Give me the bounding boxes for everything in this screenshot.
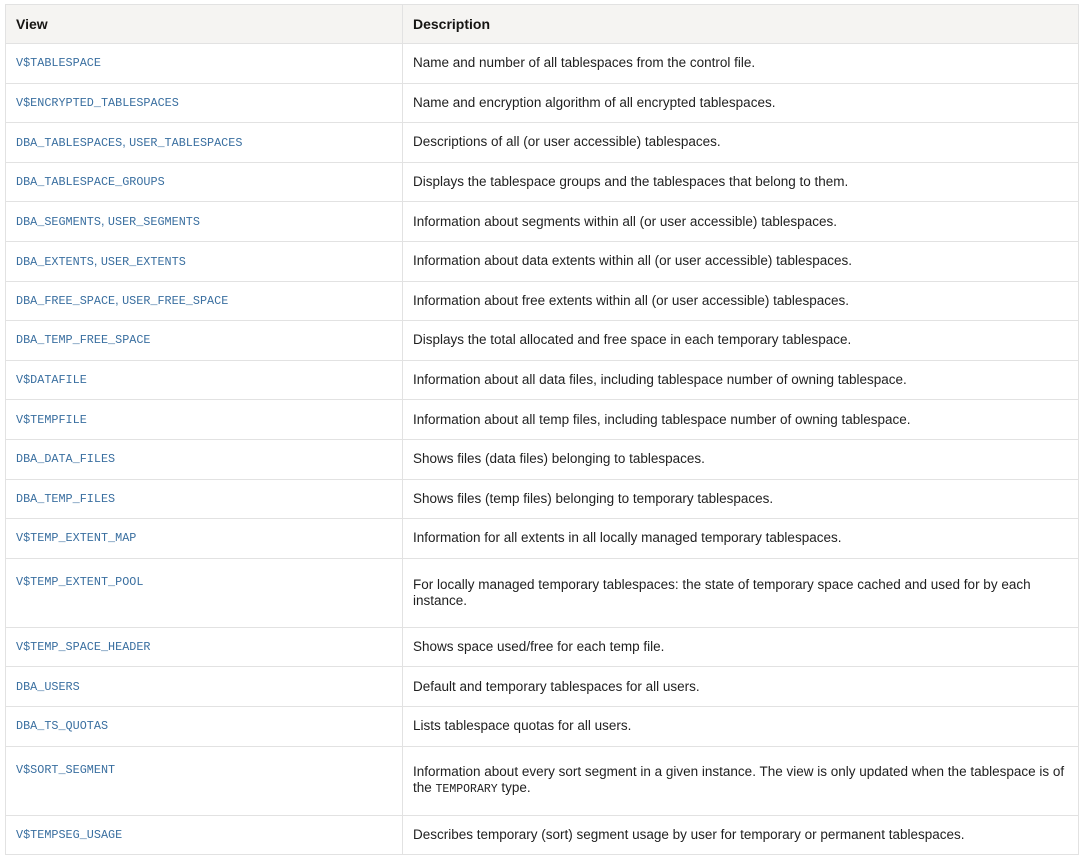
view-name-link[interactable]: DBA_EXTENTS	[16, 254, 94, 269]
view-cell	[6, 241, 403, 281]
description-column-header: Description	[403, 5, 1079, 44]
table-row	[6, 44, 1079, 84]
description-text: type.	[497, 779, 531, 795]
view-cell	[6, 479, 403, 519]
view-name-link[interactable]: USER_FREE_SPACE	[122, 294, 229, 309]
view-cell	[6, 439, 403, 479]
view-separator: ,	[115, 293, 123, 308]
view-name-link[interactable]: V$TEMP_EXTENT_MAP	[16, 531, 137, 546]
description-cell	[403, 746, 1079, 815]
description-cell: Lists tablespace quotas for all users.	[403, 706, 1079, 746]
view-separator: ,	[100, 214, 108, 229]
description-cell: Displays the total allocated and free space in each temporary tablespace.	[403, 321, 1079, 361]
description-cell: Information about free extents within all (or user accessible) tablespaces.	[403, 281, 1079, 321]
view-name-link[interactable]: V$TEMP_SPACE_HEADER	[16, 640, 151, 655]
description-cell: Name and encryption algorithm of all encrypted tablespaces.	[403, 83, 1079, 123]
description-cell: Default and temporary tablespaces for all users.	[403, 667, 1079, 707]
view-name-link[interactable]: V$ENCRYPTED_TABLESPACES	[16, 95, 179, 110]
view-name-link[interactable]: DBA_TEMP_FILES	[16, 491, 116, 506]
table-row	[6, 746, 1079, 815]
view-column-header: View	[6, 5, 403, 44]
view-cell	[6, 558, 403, 627]
table-body	[6, 44, 1079, 855]
view-cell	[6, 44, 403, 84]
view-name-link[interactable]: V$TABLESPACE	[16, 56, 101, 71]
description-text: Information about every sort segment in a given instance. The view is only updated when the tablespace is of the	[413, 763, 1065, 795]
table-row	[6, 439, 1079, 479]
description-cell: For locally managed temporary tablespaces: the state of temporary space cached and used for by each instance.	[403, 558, 1079, 627]
table-row	[6, 83, 1079, 123]
view-name-link[interactable]: USER_EXTENTS	[100, 254, 186, 269]
view-cell	[6, 123, 403, 163]
view-separator: ,	[93, 253, 101, 268]
view-name-link[interactable]: V$TEMP_EXTENT_POOL	[16, 574, 144, 589]
view-name-link[interactable]: DBA_SEGMENTS	[16, 215, 101, 230]
table-row	[6, 558, 1079, 627]
description-cell: Name and number of all tablespaces from the control file.	[403, 44, 1079, 84]
description-cell: Information for all extents in all locally managed temporary tablespaces.	[403, 519, 1079, 559]
tablespace-views-table	[5, 4, 1079, 855]
description-cell: Describes temporary (sort) segment usage by user for temporary or permanent tablespaces.	[403, 815, 1079, 855]
view-cell	[6, 519, 403, 559]
view-cell	[6, 321, 403, 361]
description-cell: Shows files (data files) belonging to tablespaces.	[403, 439, 1079, 479]
description-cell: Information about data extents within all (or user accessible) tablespaces.	[403, 241, 1079, 281]
view-name-link[interactable]: V$DATAFILE	[16, 373, 87, 388]
description-cell: Information about all data files, including tablespace number of owning tablespace.	[403, 360, 1079, 400]
table-header-row	[6, 5, 1079, 44]
table-row	[6, 321, 1079, 361]
description-cell: Descriptions of all (or user accessible) tablespaces.	[403, 123, 1079, 163]
view-cell	[6, 162, 403, 202]
table-row	[6, 519, 1079, 559]
description-cell: Shows files (temp files) belonging to temporary tablespaces.	[403, 479, 1079, 519]
view-cell	[6, 815, 403, 855]
view-name-link[interactable]: DBA_DATA_FILES	[16, 452, 116, 467]
inline-code-keyword: TEMPORARY	[435, 782, 498, 796]
view-name-link[interactable]: DBA_TEMP_FREE_SPACE	[16, 333, 151, 348]
view-cell	[6, 706, 403, 746]
table-row	[6, 202, 1079, 242]
view-name-link[interactable]: USER_SEGMENTS	[107, 215, 200, 230]
view-cell	[6, 83, 403, 123]
table-row	[6, 706, 1079, 746]
view-cell	[6, 360, 403, 400]
view-name-link[interactable]: DBA_TS_QUOTAS	[16, 719, 109, 734]
view-name-link[interactable]: DBA_TABLESPACE_GROUPS	[16, 175, 165, 190]
table-row	[6, 667, 1079, 707]
table-row	[6, 360, 1079, 400]
view-name-link[interactable]: DBA_USERS	[16, 679, 80, 694]
table-row	[6, 479, 1079, 519]
description-cell: Information about all temp files, including tablespace number of owning tablespace.	[403, 400, 1079, 440]
view-name-link[interactable]: DBA_FREE_SPACE	[16, 294, 116, 309]
table-row	[6, 162, 1079, 202]
description-cell: Displays the tablespace groups and the tablespaces that belong to them.	[403, 162, 1079, 202]
view-separator: ,	[122, 134, 130, 149]
description-cell: Information about segments within all (or user accessible) tablespaces.	[403, 202, 1079, 242]
description-cell: Shows space used/free for each temp file.	[403, 627, 1079, 667]
view-name-link[interactable]: V$TEMPFILE	[16, 412, 87, 427]
view-name-link[interactable]: USER_TABLESPACES	[129, 135, 243, 150]
view-cell	[6, 746, 403, 815]
view-cell	[6, 667, 403, 707]
table-row	[6, 281, 1079, 321]
table-row	[6, 627, 1079, 667]
view-cell	[6, 202, 403, 242]
table-row	[6, 400, 1079, 440]
table-row	[6, 123, 1079, 163]
table-row	[6, 815, 1079, 855]
view-name-link[interactable]: V$TEMPSEG_USAGE	[16, 827, 123, 842]
view-name-link[interactable]: DBA_TABLESPACES	[16, 135, 123, 150]
view-cell	[6, 281, 403, 321]
view-cell	[6, 627, 403, 667]
view-cell	[6, 400, 403, 440]
table-row	[6, 241, 1079, 281]
view-name-link[interactable]: V$SORT_SEGMENT	[16, 762, 116, 777]
